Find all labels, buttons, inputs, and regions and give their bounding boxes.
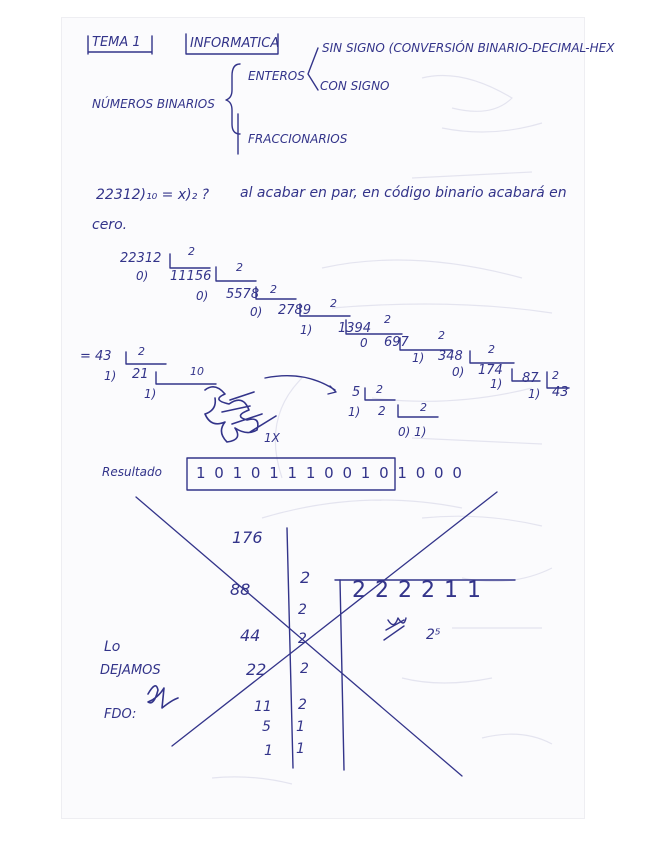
con-signo-label: CON SIGNO [320,79,390,93]
five-value: 5 [352,385,361,400]
power-note: 2⁵ [426,627,441,643]
remainder-4: 1) [300,323,313,337]
divisor-4: 2 [330,297,337,310]
left-value: = 43 [80,349,112,364]
five-divisor-2: 2 [420,401,427,414]
col-left-3: 22 [246,660,267,679]
remainder-9: 1) [528,387,541,401]
col-mid-4: 2 [298,697,307,713]
small-scribble [384,618,406,640]
dividend-7: 348 [438,349,463,364]
side-note-3: FDO: [104,707,137,722]
problem-expression: 22312)₁₀ = x)₂ ? [96,187,210,203]
sin-signo-label: SIN SIGNO (CONVERSIÓN BINARIO-DECIMAL-HEX [322,41,615,55]
col-mid-0: 2 [300,568,311,587]
five-final: 0) 1) [398,425,427,439]
divisor-5: 2 [384,313,391,326]
subject-label: INFORMATICA [190,36,280,51]
five-rem: 1) [348,405,361,419]
divisor-6: 2 [438,329,445,342]
col-left-0: 176 [232,528,263,547]
problem-note: al acabar en par, en código binario acabará en [240,185,567,201]
remainder-8: 1) [490,377,503,391]
signo-angle [308,48,318,90]
enteros-label: ENTEROS [248,69,305,83]
five-bracket-2 [398,405,438,417]
side-note-2: DEJAMOS [100,663,161,678]
dividend-3: 5578 [226,287,260,302]
divisor-1: 2 [188,245,195,258]
left-div10: 10 [190,365,204,378]
col-left-6: 1 [264,743,273,759]
left-divisor: 2 [138,345,145,358]
cross-stroke-2 [172,492,497,746]
remainder-6: 1) [412,351,425,365]
arrow-to-five [265,376,336,394]
dividend-10: 43 [552,385,569,400]
col-mid-1: 2 [298,602,307,618]
left-rem-1: 1) [104,369,117,383]
result-label: Resultado [102,465,162,479]
remainder-5: 0 [360,336,368,350]
tema-label: TEMA 1 [92,35,141,50]
result-binary: 1 0 1 0 1 1 1 0 0 1 0 1 0 0 0 [196,464,464,482]
col-mid-6: 1 [296,741,305,757]
dividend-2: 11156 [170,269,212,284]
five-quotient: 2 [378,404,386,418]
divisor-3: 2 [270,283,277,296]
five-divisor: 2 [376,383,383,396]
side-note-1: Lo [104,639,121,655]
divisor-7: 2 [488,343,495,356]
left-rem-2: 1) [144,387,157,401]
col-mid-5: 1 [296,719,305,735]
scribble-label: 1X [264,431,280,445]
col-left-2: 44 [240,626,261,645]
divisor-2: 2 [236,261,243,274]
remainder-7: 0) [452,365,465,379]
remainder-2: 0) [196,289,209,303]
topic-label: NÚMEROS BINARIOS [92,97,215,111]
remainder-1: 0) [136,269,149,283]
powers-row: 2 2 2 2 1 1 [352,578,482,603]
left-quotient: 21 [132,367,149,382]
grid-vline-1 [287,528,293,768]
col-mid-2: 2 [298,631,307,647]
dividend-4: 2789 [278,303,312,318]
dividend-8: 174 [478,363,503,378]
dividend-6: 697 [384,335,409,350]
problem-line2: cero. [92,217,128,233]
dividend-5: 1394 [338,321,372,336]
left-bracket-2 [156,372,216,384]
divisor-8: 2 [552,369,559,382]
left-bracket-1 [126,352,166,364]
dividend-9: 87 [522,371,539,386]
remainder-3: 0) [250,305,263,319]
col-left-4: 11 [254,699,272,715]
col-mid-3: 2 [300,661,309,677]
col-left-5: 5 [262,719,271,735]
dividend-1: 22312 [120,251,162,266]
col-left-1: 88 [230,580,251,599]
fraccionarios-label: FRACCIONARIOS [248,132,348,146]
signature [148,686,178,708]
